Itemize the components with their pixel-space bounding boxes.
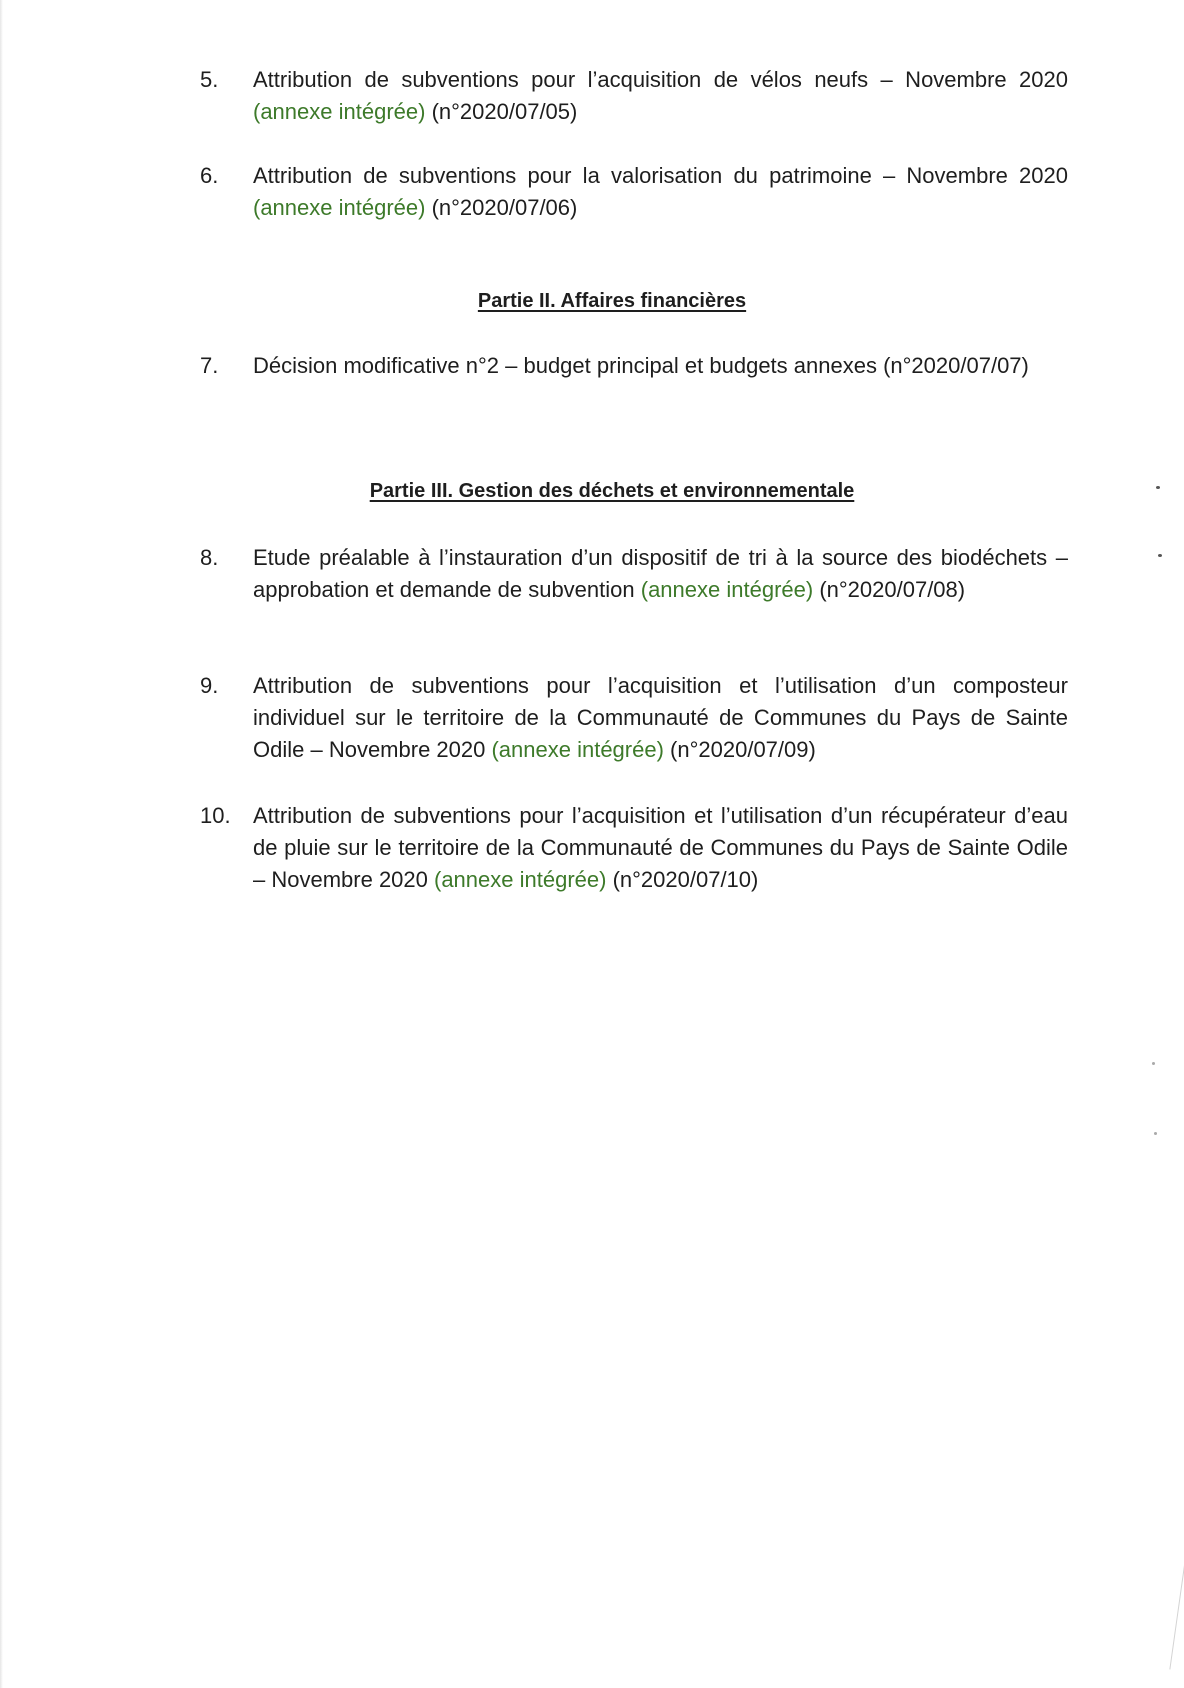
agenda-item-number: 7. (200, 353, 219, 378)
scan-speck (1156, 486, 1160, 489)
agenda-item-6 (200, 160, 1068, 224)
scan-speck (1154, 1132, 1157, 1135)
annex-note: (annexe intégrée) (253, 195, 426, 220)
annex-note: (annexe intégrée) (253, 99, 426, 124)
agenda-item-title: Etude préalable à l’instauration d’un dispositif de tri à la source des biodéchets – approbation et demande de subvention (253, 545, 1068, 602)
agenda-item-8 (200, 542, 1068, 606)
agenda-item-title: Attribution de subventions pour l’acquisition de vélos neufs – Novembre 2020 (253, 67, 1068, 92)
deliberation-reference: (n°2020/07/05) (425, 99, 578, 124)
agenda-item-text (253, 160, 1068, 224)
annex-note: (annexe intégrée) (640, 577, 814, 602)
agenda-item-title: Attribution de subventions pour la valorisation du patrimoine – Novembre 2020 (253, 163, 1068, 188)
agenda-item-text (253, 800, 1068, 896)
agenda-item-number: 6. (200, 163, 219, 188)
annex-note: (annexe intégrée) (434, 867, 607, 892)
agenda-item-number: 9. (200, 673, 219, 698)
section-heading-partie-2: Partie II. Affaires financières (477, 290, 747, 312)
scan-speck (1158, 554, 1162, 557)
deliberation-reference: (n°2020/07/08) (813, 577, 966, 602)
deliberation-reference: (n°2020/07/10) (606, 867, 759, 892)
agenda-item-10 (200, 800, 1068, 896)
agenda-item-number: 10. (200, 803, 231, 828)
scan-speck (1152, 1062, 1155, 1065)
agenda-item-number: 5. (200, 67, 219, 92)
section-heading-partie-3: Partie III. Gestion des déchets et environnementale (369, 480, 855, 502)
agenda-item-text (253, 350, 1068, 382)
agenda-item-9 (200, 670, 1068, 766)
agenda-item-title: Attribution de subventions pour l’acquisition et l’utilisation d’un récupérateur d’eau de pluie sur le territoire de la Communauté de Communes du Pays de Sainte Odile – Novembre 2020 (253, 803, 1068, 892)
agenda-item-title: Décision modificative n°2 – budget principal et budgets annexes (n°2020/07/07) (253, 353, 1029, 378)
annex-note: (annexe intégrée) (491, 737, 664, 762)
deliberation-reference: (n°2020/07/06) (425, 195, 578, 220)
agenda-item-text (253, 670, 1068, 766)
agenda-item-7 (200, 350, 1068, 382)
agenda-item-title: Attribution de subventions pour l’acquisition et l’utilisation d’un composteur individuel sur le territoire de la Communauté de Communes du Pays de Sainte Odile – Novembre 2020 (253, 673, 1068, 762)
agenda-item-number: 8. (200, 545, 219, 570)
agenda-item-5 (200, 64, 1068, 128)
agenda-item-text (253, 64, 1068, 128)
deliberation-reference: (n°2020/07/09) (663, 737, 816, 762)
agenda-item-text (253, 542, 1068, 606)
